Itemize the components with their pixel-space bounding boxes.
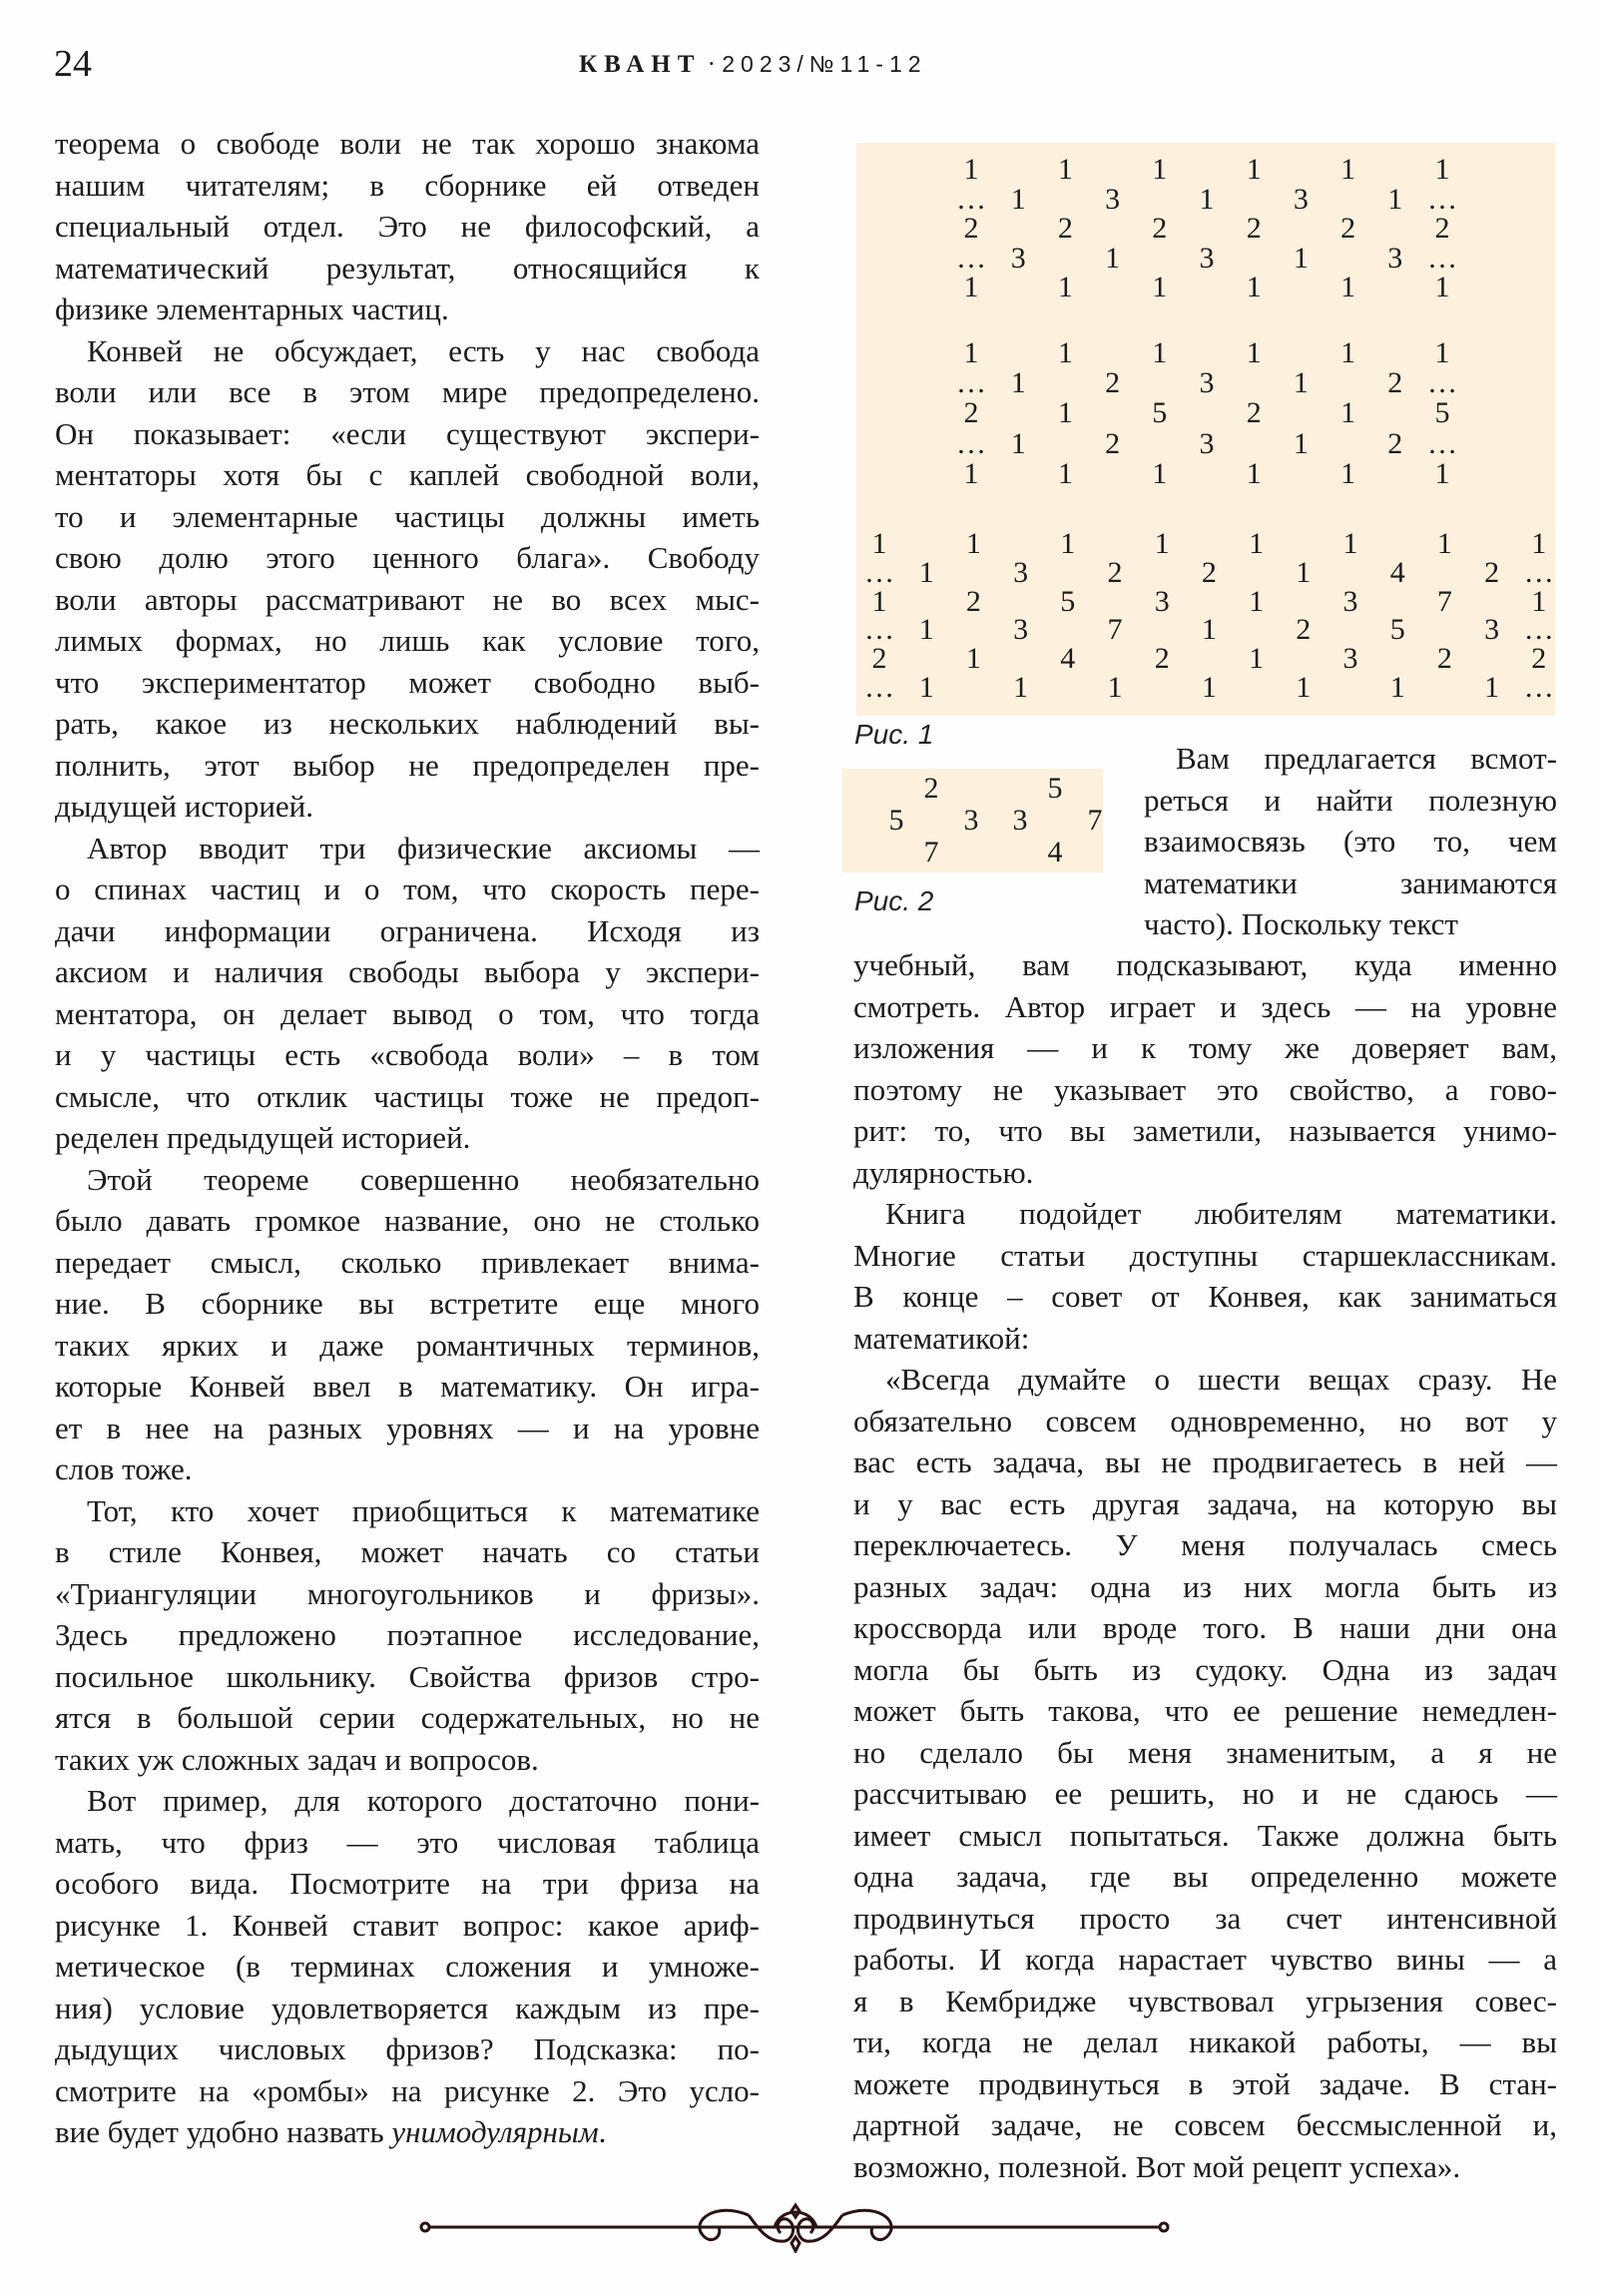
text-line: Здесь предложено поэтапное исследование, (55, 1617, 760, 1652)
text-line: учебный, вам подсказывают, куда именно (853, 947, 1557, 982)
ellipsis-mark: … (1523, 613, 1554, 647)
ellipsis-mark: … (956, 426, 986, 460)
frieze-number: 1 (1296, 555, 1312, 589)
text-line: особого вида. Посмотрите на три фриза на (55, 1866, 760, 1901)
frieze-number: 1 (1436, 527, 1452, 560)
paragraph (1144, 738, 1557, 945)
text-line: ределен предыдущей историей. (55, 1120, 471, 1155)
rhombus-top-number: 2 (923, 772, 939, 805)
frieze-number: 1 (1057, 336, 1073, 369)
figure-1-friezes (856, 143, 1555, 716)
text-line: вас есть задача, вы не продвигаетесь в ней — (853, 1444, 1557, 1479)
text-line: кроссворда или вроде того. В наши дни она (853, 1610, 1557, 1645)
frieze-number: 1 (1249, 642, 1265, 676)
text-line: лимых формах, но лишь как условие того, (55, 623, 760, 658)
text-line: Он показывает: «если существуют экспери- (55, 415, 760, 451)
paragraph (55, 330, 760, 828)
issue-number: 2023/№11-12 (722, 51, 927, 77)
frieze-number: 2 (963, 212, 979, 246)
frieze-number: 3 (1154, 584, 1170, 618)
text-line: могла бы быть из судоку. Одна из задач (853, 1651, 1557, 1687)
text-line: в стиле Конвея, может начать со статьи (55, 1534, 760, 1569)
paragraph (55, 1780, 760, 2153)
paragraph (55, 828, 760, 1159)
text-line: и у вас есть другая задача, на которую вы (853, 1485, 1557, 1521)
frieze-number: 5 (1060, 584, 1076, 618)
text-line: дартной задаче, не совсем бессмысленной и, (853, 2107, 1557, 2142)
frieze-number: 1 (918, 555, 934, 589)
text-line: дыдущей историей. (55, 789, 314, 824)
text-line: рисунке 1. Конвей ставит вопрос: какое ариф- (55, 1907, 760, 1943)
text-line: имеет смысл попытаться. Также должна быть (853, 1817, 1557, 1853)
frieze-number: 4 (1060, 642, 1076, 676)
right-column-intro (1144, 738, 1557, 945)
ornament-divider-icon (419, 2201, 1170, 2253)
text-line: таких уж сложных задач и вопросов. (55, 1741, 539, 1777)
figure-2-rhombi (842, 769, 1103, 872)
frieze-number: 2 (1387, 426, 1403, 460)
text-line: Этой теореме совершенно необязательно (87, 1161, 760, 1197)
text-line: поэтому не указывает это свойство, а гово- (853, 1071, 1557, 1107)
rhombus-right-number: 3 (963, 804, 979, 837)
text-segment: вие будет удобно назвать (55, 2114, 392, 2149)
text-line: смотрите на «ромбы» на рисунке 2. Это усло- (55, 2072, 760, 2108)
frieze-number: 1 (1387, 182, 1403, 216)
text-line: В конце – совет от Конвея, как заниматься (853, 1279, 1557, 1314)
frieze-number: 3 (1013, 613, 1029, 647)
frieze-number: 2 (1434, 212, 1450, 246)
text-line: переключаетесь. У меня получалась смесь (853, 1527, 1557, 1562)
text-line: о спинах частиц и о том, что скорость пере- (55, 871, 760, 906)
text-line: смотреть. Автор играет и здесь — на уровне (853, 988, 1557, 1024)
ornament-shape (421, 2205, 1168, 2251)
ellipsis-mark: … (956, 182, 986, 216)
frieze-number: 7 (1107, 613, 1123, 647)
frieze-number: 1 (1057, 456, 1073, 490)
text-line: реться и найти полезную (1144, 782, 1557, 818)
frieze-number: 5 (1389, 613, 1405, 647)
frieze-number: 1 (1152, 336, 1168, 369)
frieze-number: 2 (1201, 555, 1217, 589)
frieze-number: 2 (1105, 366, 1121, 400)
frieze-number: 2 (1057, 212, 1073, 246)
frieze-number: 1 (1057, 153, 1073, 186)
text-line: продвинуться просто за счет интенсивной (853, 1900, 1557, 1936)
text-line: дачи информации ограничена. Исходя из (55, 912, 760, 948)
frieze-number: 1 (963, 456, 979, 490)
frieze-number: 1 (1152, 153, 1168, 186)
frieze-number: 3 (1342, 584, 1358, 618)
text-line: передает смысл, сколько привлекает внима- (55, 1244, 760, 1280)
text-line: смысле, что отклик частицы тоже не предоп- (55, 1078, 760, 1114)
text-line: физике элементарных частиц. (55, 291, 449, 326)
text-line: рать, какое из нескольких наблюдений вы- (55, 706, 760, 741)
text-line: мать, что фриз — это числовая таблица (55, 1824, 760, 1860)
ellipsis-mark: … (1427, 366, 1457, 400)
frieze-number: 3 (1199, 366, 1215, 400)
frieze-number: 1 (1199, 182, 1215, 216)
text-line: математический результат, относящийся к (55, 250, 760, 286)
frieze-number: 1 (1246, 456, 1262, 490)
text-line: дулярностью. (853, 1154, 1034, 1190)
text-line: изложения — и к тому же доверяет вам, (853, 1030, 1557, 1065)
frieze-number: 1 (918, 671, 934, 704)
frieze-number: 3 (1199, 241, 1215, 275)
paragraph (853, 1359, 1557, 2187)
text-line: рит: то, что вы заметили, называется унимо- (853, 1113, 1557, 1148)
text-line: теорема о свободе воли не так хорошо знакома (55, 126, 760, 161)
text-line: можете продвинуться в этой задаче. В стан- (853, 2065, 1557, 2101)
text-line: одна задача, где вы определенно можете (853, 1859, 1557, 1894)
frieze-number: 1 (1531, 527, 1547, 560)
frieze-number: 1 (1340, 456, 1356, 490)
magazine-title: КВАНТ (579, 51, 702, 78)
ellipsis-mark: … (1427, 426, 1457, 460)
figure-2-caption: Рис. 2 (854, 885, 934, 916)
frieze-number: 2 (1246, 212, 1262, 246)
text-line: Вам предлагается всмот- (1176, 741, 1557, 776)
frieze-number: 1 (1434, 153, 1450, 186)
frieze-number: 2 (1531, 642, 1547, 676)
text-line: может быть такова, что ее решение немедлен- (853, 1693, 1557, 1728)
ellipsis-mark: … (1523, 671, 1554, 704)
frieze-number: 2 (1107, 555, 1123, 589)
text-line: таких ярких и даже романтичных терминов, (55, 1327, 760, 1363)
rhombus-right-number: 7 (1087, 804, 1103, 837)
frieze-number: 1 (871, 527, 887, 560)
text-line: ния) условие удовлетворяется каждым из пре- (55, 1990, 760, 2025)
rhombus-bottom-number: 4 (1047, 836, 1063, 868)
frieze-number: 3 (1387, 241, 1403, 275)
frieze-number: 5 (1434, 396, 1450, 430)
frieze-number: 1 (1293, 241, 1309, 275)
frieze-number: 2 (963, 396, 979, 430)
text-line: которые Конвей ввел в математику. Он игра- (55, 1369, 760, 1404)
frieze-number: 2 (1436, 642, 1452, 676)
frieze-number: 1 (1246, 336, 1262, 369)
rhombus-left-number: 3 (1012, 804, 1028, 837)
frieze-number: 3 (1199, 426, 1215, 460)
rhombus-bottom-number: 7 (923, 836, 939, 868)
text-line: полнить, этот выбор не предопределен пре- (55, 747, 760, 783)
text-line: «Всегда думайте о шести вещах сразу. Не (885, 1362, 1557, 1397)
frieze-number: 3 (1342, 642, 1358, 676)
frieze-number: 1 (1531, 584, 1547, 618)
frieze-number: 1 (1107, 671, 1123, 704)
frieze-number: 1 (1152, 271, 1168, 304)
text-line: посильное школьнику. Свойства фризов стро- (55, 1658, 760, 1694)
frieze-number: 7 (1436, 584, 1452, 618)
paragraph (853, 944, 1557, 1193)
frieze-number: 1 (1010, 426, 1026, 460)
text-line: математики занимаются (1144, 864, 1557, 900)
frieze-number: 1 (1340, 271, 1356, 304)
frieze-number: 4 (1389, 555, 1405, 589)
frieze-number: 3 (1010, 241, 1026, 275)
text-line: Тот, кто хочет приобщиться к математике (87, 1492, 760, 1528)
text-line: нашим читателям; в сборнике ей отведен (55, 167, 760, 203)
frieze-number: 2 (1105, 426, 1121, 460)
text-line: ментатора, он делает вывод о том, что тогда (55, 995, 760, 1031)
frieze-number: 2 (1340, 212, 1356, 246)
text-line: ятся в большой серии содержательных, но не (55, 1700, 760, 1735)
frieze-number: 1 (963, 336, 979, 369)
paragraph (55, 1490, 760, 1781)
text-line: воли авторы рассматривают не во всех мыс- (55, 581, 760, 617)
frieze-number: 1 (965, 527, 981, 560)
text-line: свою долю этого ценного блага». Свободу (55, 540, 760, 575)
frieze-number: 1 (871, 584, 887, 618)
paragraph (55, 123, 760, 330)
frieze-number: 2 (1154, 642, 1170, 676)
frieze-number: 1 (1246, 271, 1262, 304)
frieze-number: 2 (1387, 366, 1403, 400)
frieze-number: 1 (1057, 271, 1073, 304)
text-line: было давать громкое название, оно не столько (55, 1203, 760, 1238)
text-line: Конвей не обсуждает, есть у нас свобода (87, 332, 760, 368)
text-line: Вот пример, для которого достаточно пони- (87, 1783, 760, 1818)
text-line: ет в нее на разных уровнях — и на уровне (55, 1410, 760, 1445)
frieze-number: 1 (1340, 153, 1356, 186)
frieze-number: 2 (1296, 613, 1312, 647)
ellipsis-mark: … (864, 555, 894, 589)
frieze-number: 1 (1201, 613, 1217, 647)
frieze-number: 1 (1013, 671, 1029, 704)
frieze-number: 1 (1296, 671, 1312, 704)
ellipsis-mark: … (1523, 555, 1554, 589)
header-separator: · (707, 51, 716, 78)
emphasized-term: унимодулярным (391, 2114, 599, 2149)
frieze-number: 1 (1152, 456, 1168, 490)
frieze-number: 1 (1342, 527, 1358, 560)
right-column (853, 944, 1557, 2187)
frieze-number: 3 (1484, 613, 1500, 647)
frieze-number: 3 (1105, 182, 1121, 216)
text-line: Книга подойдет любителям математики. (885, 1196, 1557, 1231)
frieze-number: 2 (1484, 555, 1500, 589)
frieze-number: 2 (965, 584, 981, 618)
frieze-number: 1 (1340, 396, 1356, 430)
frieze-number: 3 (1013, 555, 1029, 589)
frieze-number: 1 (1154, 527, 1170, 560)
frieze-number: 1 (1010, 366, 1026, 400)
running-header (579, 48, 927, 81)
frieze-number: 1 (1246, 153, 1262, 186)
text-line: рассчитываю ее решить, но и не сдаюсь — (853, 1776, 1557, 1811)
frieze-number: 1 (1484, 671, 1500, 704)
ellipsis-mark: … (864, 671, 894, 704)
frieze-number: 1 (1434, 336, 1450, 369)
text-line: часто). Поскольку текст (1144, 906, 1458, 941)
frieze-number: 5 (1152, 396, 1168, 430)
ellipsis-mark: … (1427, 182, 1457, 216)
frieze-number: 1 (918, 613, 934, 647)
text-line: что экспериментатор может свободно выб- (55, 664, 760, 700)
text-line: «Триангуляции многоугольников и фризы». (55, 1575, 760, 1611)
frieze-number: 1 (1434, 271, 1450, 304)
ellipsis-mark: … (956, 366, 986, 400)
text-line: ментаторы хотя бы с каплей свободной воли, (55, 457, 760, 492)
frieze-number: 1 (1249, 584, 1265, 618)
figure-1-caption: Рис. 1 (854, 719, 934, 750)
text-line: ние. В сборнике вы встретите еще много (55, 1286, 760, 1321)
paragraph (853, 1193, 1557, 1359)
text-line: аксиом и наличия свободы выбора у экспери- (55, 954, 760, 989)
frieze-number: 1 (963, 271, 979, 304)
text-segment: . (598, 2114, 607, 2149)
frieze-number: 1 (963, 153, 979, 186)
frieze-number: 1 (1060, 527, 1076, 560)
ellipsis-mark: … (956, 241, 986, 275)
text-line (55, 2111, 760, 2153)
text-line: возможно, полезной. Вот мой рецепт успеха». (853, 2148, 1461, 2184)
frieze-number: 1 (965, 642, 981, 676)
text-line: математикой: (853, 1320, 1030, 1356)
rhombus-left-number: 5 (888, 804, 904, 837)
text-line: слов тоже. (55, 1451, 193, 1486)
frieze-number: 1 (1389, 671, 1405, 704)
frieze-number: 2 (1152, 212, 1168, 246)
frieze-number: 1 (1434, 456, 1450, 490)
text-line: Многие статьи доступны старшеклассникам. (853, 1237, 1557, 1273)
text-line: обязательно совсем одновременно, но вот у (853, 1403, 1557, 1438)
frieze-number: 1 (1057, 396, 1073, 430)
frieze-number: 1 (1201, 671, 1217, 704)
text-line: взаимосвязь (это то, чем (1144, 824, 1557, 859)
frieze-number: 1 (1105, 241, 1121, 275)
text-line: но сделало бы меня знаменитым, а я не (853, 1734, 1557, 1770)
frieze-number: 1 (1293, 426, 1309, 460)
frieze-number: 1 (1340, 336, 1356, 369)
paragraph (55, 1159, 760, 1490)
text-line: дыдущих числовых фризов? Подсказка: по- (55, 2031, 760, 2066)
frieze-number: 1 (1249, 527, 1265, 560)
frieze-number: 3 (1293, 182, 1309, 216)
text-line: метическое (в терминах сложения и умноже- (55, 1949, 760, 1984)
frieze-number: 1 (1293, 366, 1309, 400)
ellipsis-mark: … (1427, 241, 1457, 275)
text-line: и у частицы есть «свобода воли» – в том (55, 1037, 760, 1072)
text-line: специальный отдел. Это не философский, а (55, 209, 760, 244)
ellipsis-mark: … (864, 613, 894, 647)
text-line: воли или все в этом мире предопределено. (55, 374, 760, 409)
text-line: то и элементарные частицы должны иметь (55, 498, 760, 534)
left-column (55, 123, 760, 2153)
frieze-number: 2 (1246, 396, 1262, 430)
frieze-number: 2 (871, 642, 887, 676)
page-number: 24 (54, 43, 92, 85)
text-line: работы. И когда нарастает чувство вины — а (853, 1942, 1557, 1977)
text-line: ти, когда не делал никакой работы, — вы (853, 2024, 1557, 2059)
text-line: разных задач: одна из них могла быть из (853, 1568, 1557, 1604)
text-line: я в Кембридже чувствовал угрызения совес- (853, 1983, 1557, 2018)
frieze-number: 1 (1010, 182, 1026, 216)
rhombus-top-number: 5 (1047, 772, 1063, 805)
text-line: Автор вводит три физические аксиомы — (87, 830, 760, 865)
